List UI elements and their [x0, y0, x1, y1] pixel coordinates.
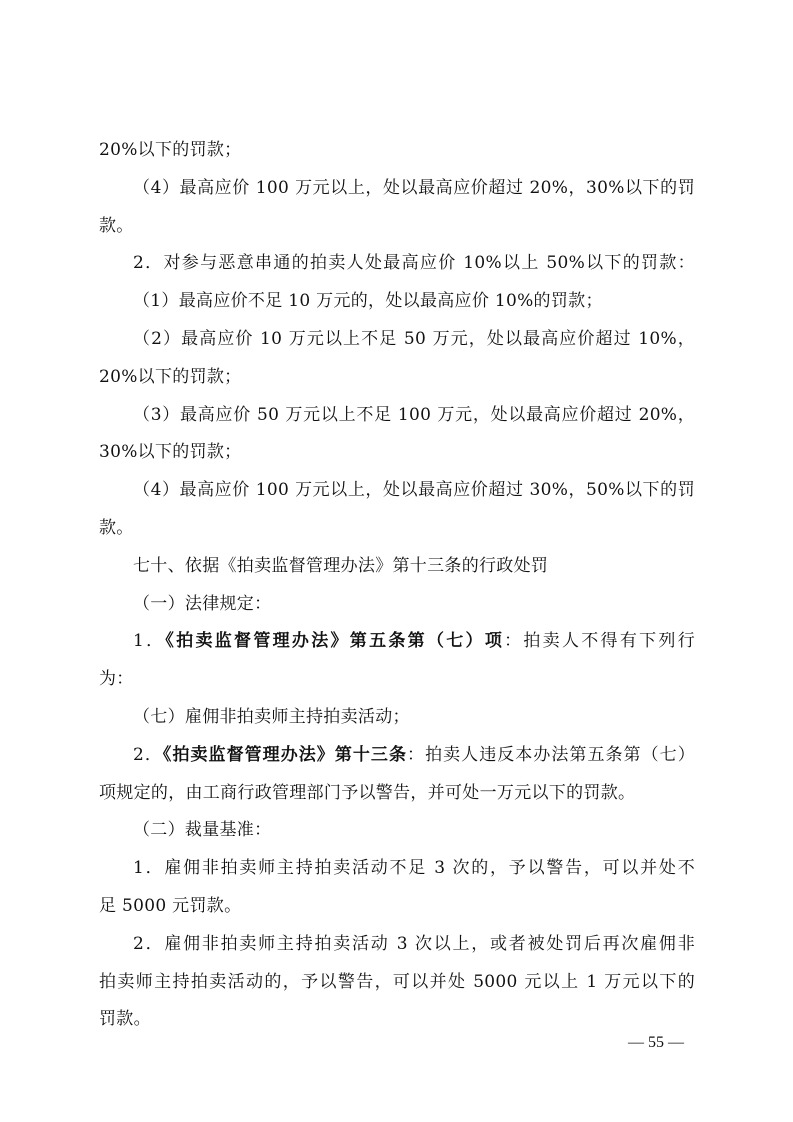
text-line: 项规定的，由工商行政管理部门予以警告，并可处一万元以下的罚款。 [99, 782, 636, 803]
law-reference: 《拍卖监督管理办法》第十三条 [162, 744, 408, 765]
text-line: 罚款。 [99, 1009, 151, 1030]
text-line: 2．雇佣非拍卖师主持拍卖活动 3 次以上，或者被处罚后再次雇佣非 [133, 933, 695, 954]
text-line: 1．雇佣非拍卖师主持拍卖活动不足 3 次的，予以警告，可以并处不 [133, 858, 695, 879]
section-heading: 七十、依据《拍卖监督管理办法》第十三条的行政处罚 [133, 555, 549, 576]
subsection-heading: （一）法律规定： [133, 593, 272, 614]
law-reference: 《拍卖监督管理办法》第五条第（七）项 [165, 631, 505, 652]
text-line: 足 5000 元罚款。 [99, 895, 242, 916]
page-number: — 55 — [628, 1034, 684, 1051]
text-line: （4）最高应价 100 万元以上，处以最高应价超过 20%，30%以下的罚 [133, 177, 695, 198]
item-text: ：拍卖人违反本办法第五条第（七） [407, 744, 695, 765]
text-line: 款。 [99, 215, 134, 236]
text-line [99, 629, 695, 653]
subsection-heading: （二）裁量基准： [133, 820, 272, 841]
text-line: 款。 [99, 517, 134, 538]
text-line: （1）最高应价不足 10 万元的，处以最高应价 10%的罚款； [133, 291, 603, 312]
item-text: ：拍卖人不得有下列行 [504, 631, 696, 652]
document-body [99, 138, 695, 1045]
text-line [99, 743, 695, 767]
text-line: 2．对参与恶意串通的拍卖人处最高应价 10%以上 50%以下的罚款： [133, 253, 695, 274]
text-line: 20%以下的罚款； [99, 140, 242, 160]
text-line: 20%以下的罚款； [99, 366, 242, 387]
text-line: 30%以下的罚款； [99, 442, 242, 463]
item-number: 2． [133, 744, 163, 765]
text-line: 为： [99, 669, 134, 690]
text-line: （七）雇佣非拍卖师主持拍卖活动； [133, 706, 410, 727]
item-number: 1． [133, 631, 166, 652]
text-line: 拍卖师主持拍卖活动的，予以警告，可以并处 5000 元以上 1 万元以下的 [99, 971, 695, 992]
text-line: （3）最高应价 50 万元以上不足 100 万元，处以最高应价超过 20%， [133, 404, 695, 425]
text-line: （2）最高应价 10 万元以上不足 50 万元，处以最高应价超过 10%， [133, 328, 695, 349]
text-line: （4）最高应价 100 万元以上，处以最高应价超过 30%，50%以下的罚 [133, 480, 695, 501]
